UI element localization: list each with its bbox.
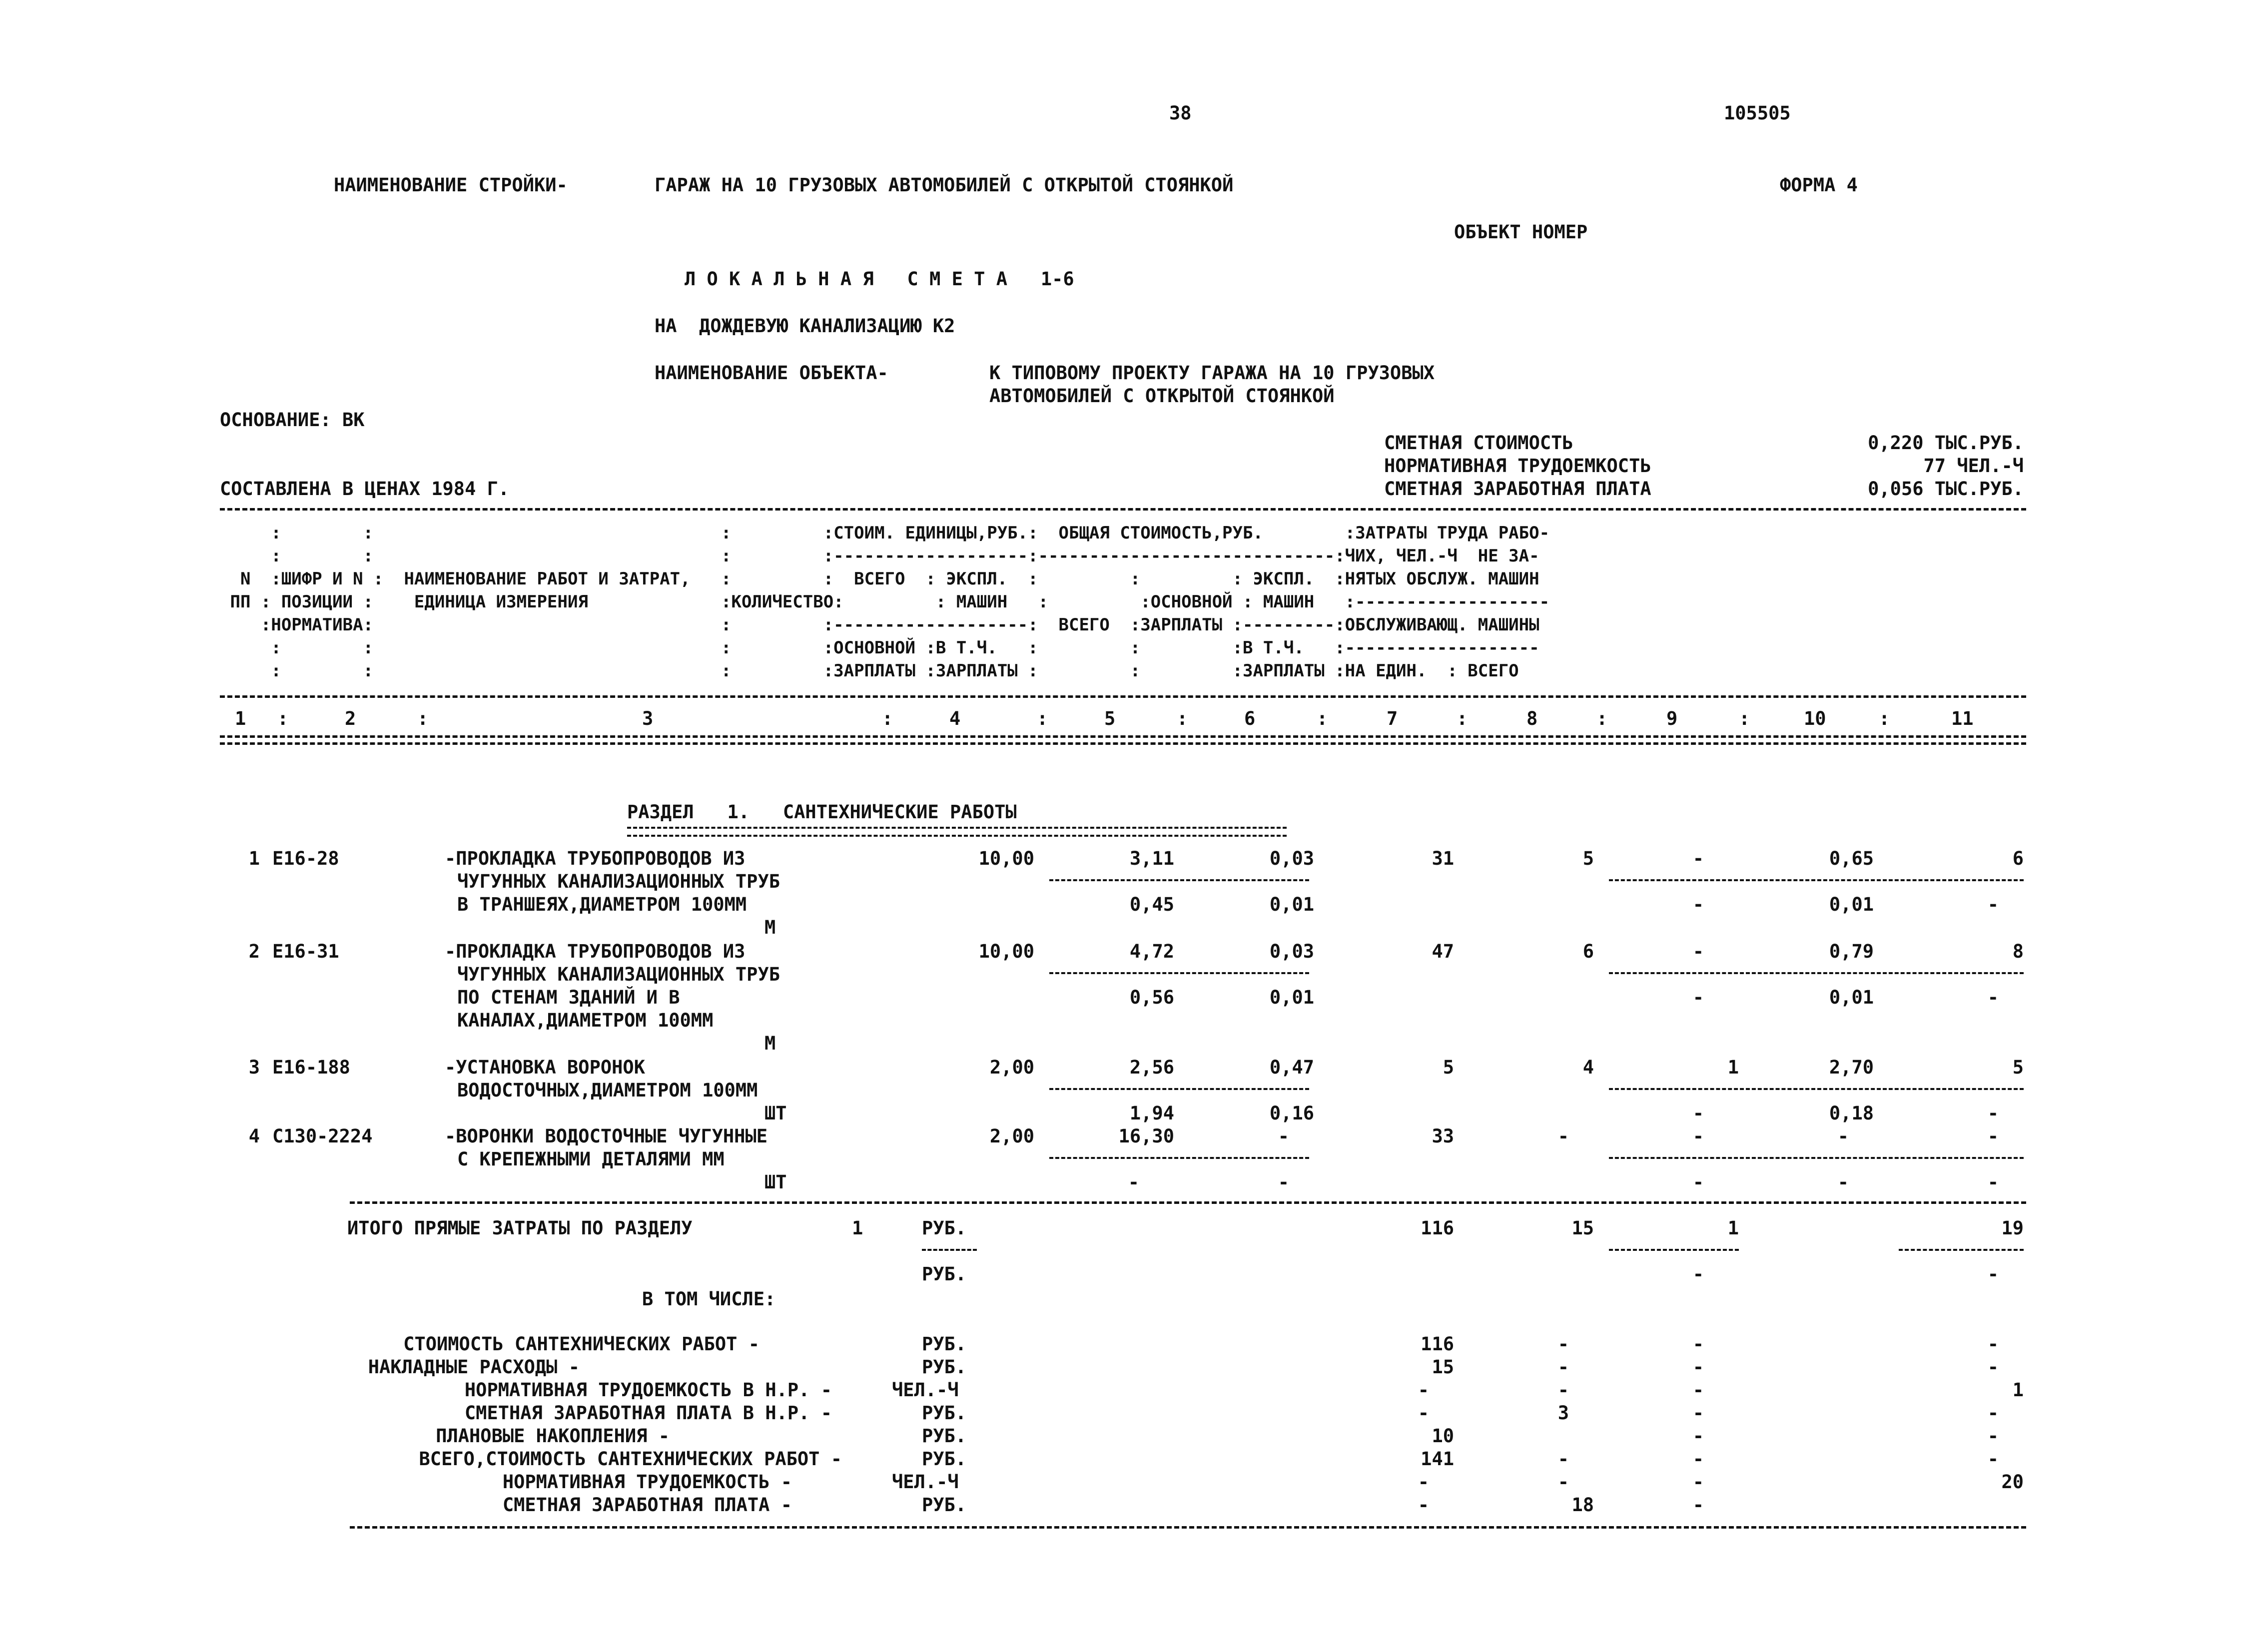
row-mlabor-unit: 0,01 xyxy=(1829,894,1874,915)
col-number: 3 xyxy=(642,708,654,729)
row-unit: М xyxy=(764,1033,776,1054)
row-work-line: С КРЕПЕЖНЫМИ ДЕТАЛЯМИ ММ xyxy=(457,1148,725,1170)
col-separator: : xyxy=(1177,708,1188,729)
row-labor-unit: 0,65 xyxy=(1829,848,1874,869)
col-number: 4 xyxy=(949,708,961,729)
col-number: 10 xyxy=(1804,708,1826,729)
col-separator: : xyxy=(1879,708,1890,729)
row-mlabor-total: - xyxy=(1987,1171,1999,1193)
table-header-line6: : : : :ОСНОВНОЙ :В Т.Ч. : : :В Т.Ч. :------------------- xyxy=(220,638,1539,658)
breakdown-label: СМЕТНАЯ ЗАРАБОТНАЯ ПЛАТА В Н.Р. - xyxy=(464,1402,832,1424)
row-work-line: ПО СТЕНАМ ЗДАНИЙ И В xyxy=(457,987,680,1008)
row-labor-total: 5 xyxy=(2012,1057,2024,1078)
row-unit-mach: 0,47 xyxy=(1269,1057,1314,1078)
row-mach-wage: - xyxy=(1692,1171,1704,1193)
breakdown-mach: - xyxy=(1692,1356,1704,1378)
row-work-line: ЧУГУННЫХ КАНАЛИЗАЦИОННЫХ ТРУБ xyxy=(457,964,780,985)
breakdown-wage: - xyxy=(1557,1356,1569,1378)
row-wage: 4 xyxy=(1582,1057,1594,1078)
breakdown-mach: - xyxy=(1692,1494,1704,1516)
row-work-line: ВОДОСТОЧНЫХ,ДИАМЕТРОМ 100ММ xyxy=(457,1080,758,1101)
breakdown-labor: - xyxy=(1987,1333,1999,1355)
page-number: 38 xyxy=(1169,102,1192,124)
header-rule-mid xyxy=(220,695,2026,698)
col-number: 2 xyxy=(345,708,356,729)
row-labor-total: 8 xyxy=(2012,941,2024,962)
breakdown-total: - xyxy=(1418,1379,1429,1401)
row-unit-wage: 0,56 xyxy=(1129,987,1174,1008)
object-name-line1: К ТИПОВОМУ ПРОЕКТУ ГАРАЖА НА 10 ГРУЗОВЫХ xyxy=(989,362,1435,384)
breakdown-labor: 20 xyxy=(2001,1471,2024,1493)
breakdown-labor: - xyxy=(1987,1402,1999,1424)
object-number-label: ОБЪЕКТ НОМЕР xyxy=(1454,221,1588,243)
col-separator: : xyxy=(1596,708,1608,729)
row-unit-wage: 0,45 xyxy=(1129,894,1174,915)
breakdown-total: - xyxy=(1418,1494,1429,1516)
breakdown-label: ПЛАНОВЫЕ НАКОПЛЕНИЯ - xyxy=(436,1425,670,1447)
table-header-line4: ПП : ПОЗИЦИИ : ЕДИНИЦА ИЗМЕРЕНИЯ :КОЛИЧЕСТВО: : МАШИН : :ОСНОВНОЙ : МАШИН :------------------- xyxy=(220,592,1550,612)
breakdown-labor: - xyxy=(1987,1356,1999,1378)
breakdown-total: 116 xyxy=(1421,1333,1454,1355)
row-mlabor-total: - xyxy=(1987,987,1999,1008)
breakdown-wage: - xyxy=(1557,1379,1569,1401)
row-work-line: В ТРАНШЕЯХ,ДИАМЕТРОМ 100ММ xyxy=(457,894,747,915)
totals-wage: 15 xyxy=(1571,1217,1594,1239)
row-number: 2 xyxy=(248,941,260,962)
totals-labor2: - xyxy=(1987,1263,1999,1285)
sub-rule xyxy=(1049,879,1309,881)
row-quantity: 2,00 xyxy=(989,1125,1034,1147)
row-unit-mach-wage: - xyxy=(1278,1171,1289,1193)
construction-name: ГАРАЖ НА 10 ГРУЗОВЫХ АВТОМОБИЛЕЙ С ОТКРЫТОЙ СТОЯНКОЙ xyxy=(655,174,1234,196)
breakdown-mach: - xyxy=(1692,1471,1704,1493)
breakdown-wage: - xyxy=(1557,1448,1569,1470)
summary-label-cost: СМЕТНАЯ СТОИМОСТЬ xyxy=(1384,432,1573,454)
breakdown-label: СТОИМОСТЬ САНТЕХНИЧЕСКИХ РАБОТ - xyxy=(403,1333,759,1355)
breakdown-unit: ЧЕЛ.-Ч xyxy=(892,1471,959,1493)
breakdown-mach: - xyxy=(1692,1333,1704,1355)
row-number: 3 xyxy=(248,1057,260,1078)
section-title: РАЗДЕЛ 1. САНТЕХНИЧЕСКИЕ РАБОТЫ xyxy=(627,801,1017,823)
col-separator: : xyxy=(1037,708,1048,729)
summary-label-labor: НОРМАТИВНАЯ ТРУДОЕМКОСТЬ xyxy=(1384,455,1651,477)
row-wage: 5 xyxy=(1582,848,1594,869)
header-rule-top xyxy=(220,508,2026,511)
breakdown-label: ВСЕГО,СТОИМОСТЬ САНТЕХНИЧЕСКИХ РАБОТ - xyxy=(419,1448,842,1470)
header-rule-bottom xyxy=(220,735,2026,738)
row-wage: 6 xyxy=(1582,941,1594,962)
construction-label: НАИМЕНОВАНИЕ СТРОЙКИ- xyxy=(334,174,568,196)
breakdown-total: - xyxy=(1418,1402,1429,1424)
row-mach-wage: - xyxy=(1692,894,1704,915)
row-labor-total: - xyxy=(1987,1125,1999,1147)
summary-value-cost: 0,220 ТЫС.РУБ. xyxy=(1868,432,2024,454)
basis: ОСНОВАНИЕ: ВК xyxy=(220,409,365,431)
row-labor-unit: 2,70 xyxy=(1829,1057,1874,1078)
totals-unit2: РУБ. xyxy=(922,1263,967,1285)
row-unit-total: 2,56 xyxy=(1129,1057,1174,1078)
sub-rule xyxy=(1899,1249,2024,1251)
row-code: Е16-31 xyxy=(272,941,339,962)
row-mlabor-unit: 0,18 xyxy=(1829,1102,1874,1124)
row-unit-total: 16,30 xyxy=(1118,1125,1174,1147)
row-work-line: -УСТАНОВКА ВОРОНОК xyxy=(445,1057,645,1078)
row-labor-unit: - xyxy=(1837,1125,1849,1147)
object-label: НАИМЕНОВАНИЕ ОБЪЕКТА- xyxy=(655,362,888,384)
breakdown-label: НАКЛАДНЫЕ РАСХОДЫ - xyxy=(368,1356,580,1378)
breakdown-unit: РУБ. xyxy=(922,1333,967,1355)
row-mach: - xyxy=(1692,941,1704,962)
row-unit-wage: 1,94 xyxy=(1129,1102,1174,1124)
breakdown-total: 141 xyxy=(1421,1448,1454,1470)
row-mach: - xyxy=(1692,1125,1704,1147)
row-labor-total: 6 xyxy=(2012,848,2024,869)
row-mach-wage: - xyxy=(1692,1102,1704,1124)
totals-mach: 1 xyxy=(1727,1217,1739,1239)
row-unit-mach: 0,03 xyxy=(1269,848,1314,869)
table-header-line1: : : : :СТОИМ. ЕДИНИЦЫ,РУБ.: ОБЩАЯ СТОИМОСТЬ,РУБ. :ЗАТРАТЫ ТРУДА РАБО- xyxy=(220,523,1550,543)
breakdown-mach: - xyxy=(1692,1448,1704,1470)
row-unit: ШТ xyxy=(764,1171,787,1193)
row-work-line: ЧУГУННЫХ КАНАЛИЗАЦИОННЫХ ТРУБ xyxy=(457,871,780,892)
row-unit-total: 3,11 xyxy=(1129,848,1174,869)
breakdown-unit: РУБ. xyxy=(922,1425,967,1447)
sub-rule xyxy=(1609,1088,2024,1090)
row-quantity: 2,00 xyxy=(989,1057,1034,1078)
breakdown-wage: 18 xyxy=(1571,1494,1594,1516)
breakdown-mach: - xyxy=(1692,1425,1704,1447)
totals-total: 116 xyxy=(1421,1217,1454,1239)
summary-value-labor: 77 ЧЕЛ.-Ч xyxy=(1923,455,2024,477)
row-mach: - xyxy=(1692,848,1704,869)
row-quantity: 10,00 xyxy=(978,848,1034,869)
row-total: 5 xyxy=(1443,1057,1454,1078)
breakdown-wage: - xyxy=(1557,1471,1569,1493)
row-mlabor-unit: 0,01 xyxy=(1829,987,1874,1008)
breakdown-unit: РУБ. xyxy=(922,1356,967,1378)
breakdown-label: СМЕТНАЯ ЗАРАБОТНАЯ ПЛАТА - xyxy=(502,1494,792,1516)
row-unit: М xyxy=(764,917,776,938)
row-number: 1 xyxy=(248,848,260,869)
row-unit-mach-wage: 0,01 xyxy=(1269,987,1314,1008)
row-unit-mach-wage: 0,01 xyxy=(1269,894,1314,915)
breakdown-unit: ЧЕЛ.-Ч xyxy=(892,1379,959,1401)
sub-rule xyxy=(1609,1249,1739,1251)
col-number: 9 xyxy=(1666,708,1678,729)
col-separator: : xyxy=(417,708,429,729)
header-rule-bottom2 xyxy=(220,742,2026,745)
row-code: С130-2224 xyxy=(272,1125,373,1147)
table-header-line5: :НОРМАТИВА: : :-------------------: ВСЕГО :ЗАРПЛАТЫ :---------:ОБСЛУЖИВАЮЩ. МАШИНЫ xyxy=(220,615,1539,635)
estimate-subject: НА ДОЖДЕВУЮ КАНАЛИЗАЦИЮ К2 xyxy=(655,315,955,337)
row-unit-mach-wage: 0,16 xyxy=(1269,1102,1314,1124)
row-mlabor-total: - xyxy=(1987,1102,1999,1124)
row-mach-wage: - xyxy=(1692,987,1704,1008)
col-number: 11 xyxy=(1951,708,1974,729)
table-header-line3: N :ШИФР И N : НАИМЕНОВАНИЕ РАБОТ И ЗАТРАТ, : : ВСЕГО : ЭКСПЛ. : : : ЭКСПЛ. :НЯТЫХ ОБСЛУЖ. МАШИН xyxy=(220,569,1539,589)
breakdown-total: 15 xyxy=(1432,1356,1454,1378)
price-basis: СОСТАВЛЕНА В ЦЕНАХ 1984 Г. xyxy=(220,478,510,500)
breakdown-total: 10 xyxy=(1432,1425,1454,1447)
table-header-line7: : : : :ЗАРПЛАТЫ :ЗАРПЛАТЫ : : :ЗАРПЛАТЫ :НА ЕДИН. : ВСЕГО xyxy=(220,661,1519,681)
row-code: Е16-188 xyxy=(272,1057,350,1078)
breakdown-labor: - xyxy=(1987,1448,1999,1470)
totals-section-number: 1 xyxy=(852,1217,863,1239)
including-label: В ТОМ ЧИСЛЕ: xyxy=(642,1288,776,1310)
row-mlabor-unit: - xyxy=(1837,1171,1849,1193)
breakdown-unit: РУБ. xyxy=(922,1402,967,1424)
col-number: 7 xyxy=(1387,708,1398,729)
col-number: 5 xyxy=(1104,708,1116,729)
row-total: 47 xyxy=(1432,941,1454,962)
sub-rule xyxy=(1609,972,2024,974)
col-separator: : xyxy=(1317,708,1328,729)
breakdown-labor: 1 xyxy=(2012,1379,2024,1401)
row-work-line: -ВОРОНКИ ВОДОСТОЧНЫЕ ЧУГУННЫЕ xyxy=(445,1125,768,1147)
row-total: 33 xyxy=(1432,1125,1454,1147)
row-unit-mach: - xyxy=(1278,1125,1289,1147)
row-unit-total: 4,72 xyxy=(1129,941,1174,962)
breakdown-unit: РУБ. xyxy=(922,1448,967,1470)
document-title: Л О К А Л Ь Н А Я С М Е Т А 1-6 xyxy=(685,268,1074,290)
form-label: ФОРМА 4 xyxy=(1780,174,1858,196)
sub-rule xyxy=(1049,972,1309,974)
row-code: Е16-28 xyxy=(272,848,339,869)
rows-end-rule xyxy=(350,1201,2026,1204)
row-unit-wage: - xyxy=(1128,1171,1139,1193)
row-work-line: -ПРОКЛАДКА ТРУБОПРОВОДОВ ИЗ xyxy=(445,941,746,962)
col-separator: : xyxy=(1739,708,1750,729)
sub-rule xyxy=(922,1249,977,1251)
final-rule xyxy=(350,1526,2026,1529)
col-separator: : xyxy=(882,708,893,729)
col-separator: : xyxy=(277,708,289,729)
sub-rule xyxy=(1049,1157,1309,1159)
col-number: 8 xyxy=(1526,708,1538,729)
breakdown-labor: - xyxy=(1987,1425,1999,1447)
row-mach: 1 xyxy=(1727,1057,1739,1078)
breakdown-wage: 3 xyxy=(1557,1402,1569,1424)
breakdown-unit: РУБ. xyxy=(922,1494,967,1516)
row-unit: ШТ xyxy=(764,1102,787,1124)
breakdown-label: НОРМАТИВНАЯ ТРУДОЕМКОСТЬ - xyxy=(502,1471,792,1493)
breakdown-total: - xyxy=(1418,1471,1429,1493)
row-work-line: -ПРОКЛАДКА ТРУБОПРОВОДОВ ИЗ xyxy=(445,848,746,869)
row-quantity: 10,00 xyxy=(978,941,1034,962)
row-total: 31 xyxy=(1432,848,1454,869)
totals-mach2: - xyxy=(1692,1263,1704,1285)
totals-labor: 19 xyxy=(2001,1217,2024,1239)
row-work-line: КАНАЛАХ,ДИАМЕТРОМ 100ММ xyxy=(457,1010,714,1031)
breakdown-mach: - xyxy=(1692,1402,1704,1424)
sub-rule xyxy=(1609,879,2024,881)
breakdown-label: НОРМАТИВНАЯ ТРУДОЕМКОСТЬ В Н.Р. - xyxy=(464,1379,832,1401)
row-number: 4 xyxy=(248,1125,260,1147)
summary-value-wage: 0,056 ТЫС.РУБ. xyxy=(1868,478,2024,500)
totals-label: ИТОГО ПРЯМЫЕ ЗАТРАТЫ ПО РАЗДЕЛУ xyxy=(347,1217,693,1239)
breakdown-mach: - xyxy=(1692,1379,1704,1401)
sub-rule xyxy=(1049,1088,1309,1090)
col-number: 6 xyxy=(1244,708,1256,729)
row-unit-mach: 0,03 xyxy=(1269,941,1314,962)
col-number: 1 xyxy=(235,708,246,729)
document-code: 105505 xyxy=(1724,102,1791,124)
col-separator: : xyxy=(1457,708,1468,729)
totals-unit: РУБ. xyxy=(922,1217,967,1239)
table-header-line2: : : : :-------------------:-----------------------------:ЧИХ, ЧЕЛ.-Ч НЕ ЗА- xyxy=(220,546,1539,566)
sub-rule xyxy=(1609,1157,2024,1159)
summary-label-wage: СМЕТНАЯ ЗАРАБОТНАЯ ПЛАТА xyxy=(1384,478,1651,500)
row-labor-unit: 0,79 xyxy=(1829,941,1874,962)
row-mlabor-total: - xyxy=(1987,894,1999,915)
breakdown-wage: - xyxy=(1557,1333,1569,1355)
object-name-line2: АВТОМОБИЛЕЙ С ОТКРЫТОЙ СТОЯНКОЙ xyxy=(989,385,1335,407)
row-wage: - xyxy=(1557,1125,1569,1147)
section-underline xyxy=(627,827,1287,837)
